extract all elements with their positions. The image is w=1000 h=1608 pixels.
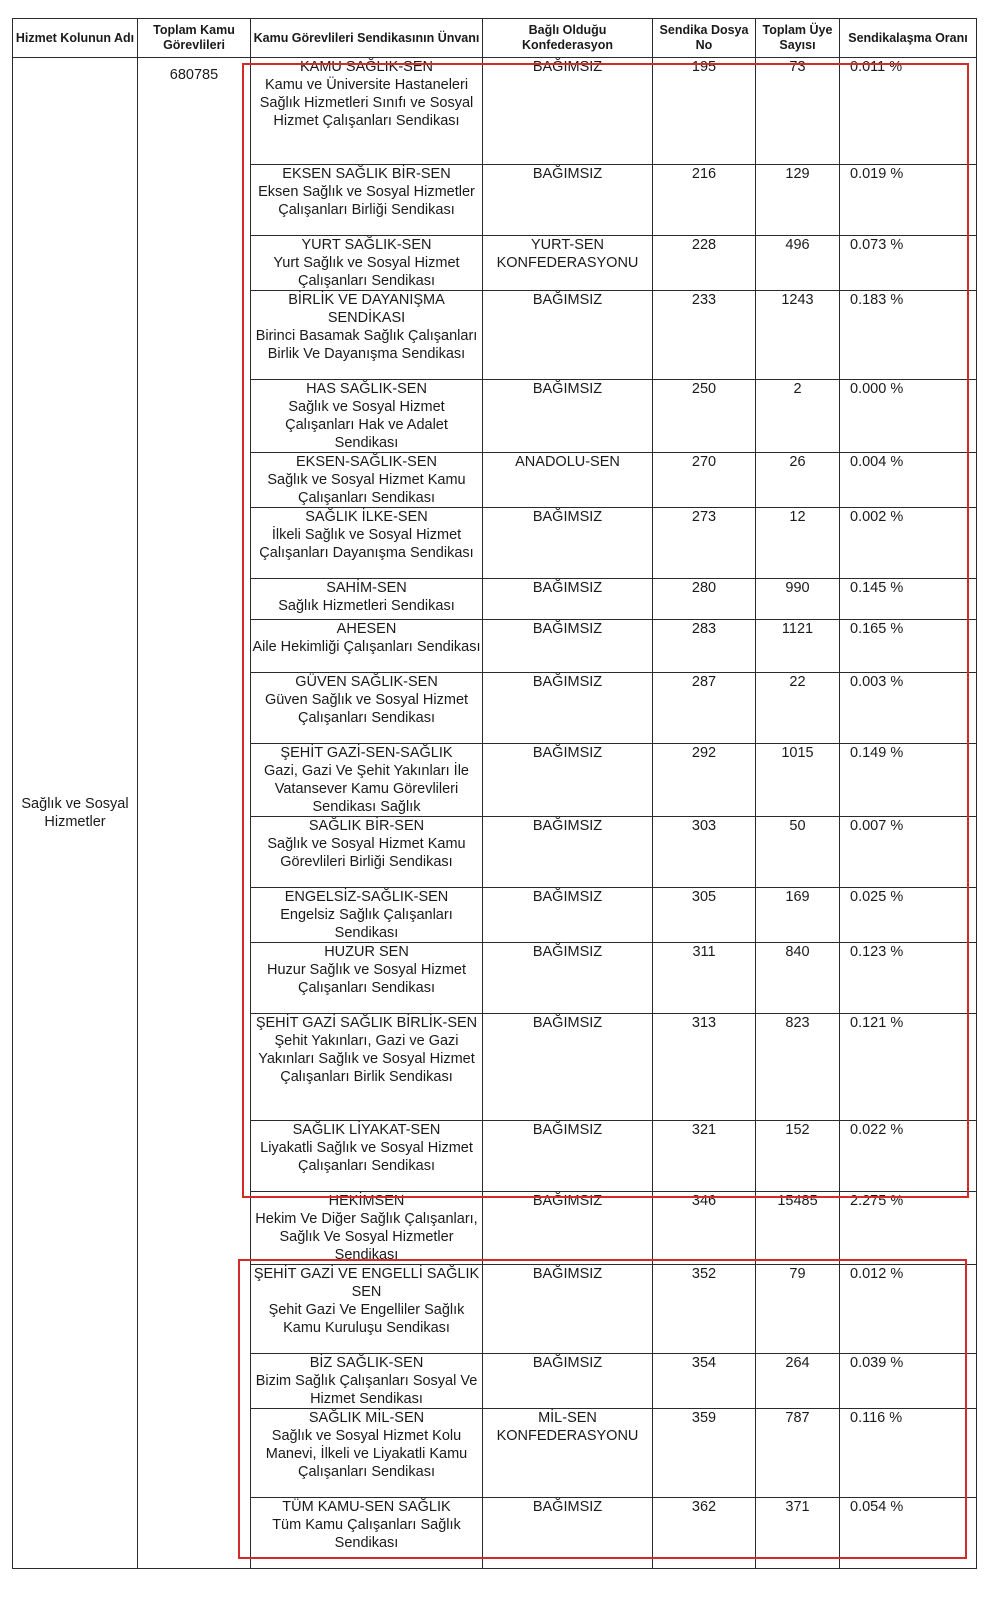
union-full-name: İlkeli Sağlık ve Sosyal Hizmet Çalışanları Dayanışma Sendikası <box>259 527 474 561</box>
file-no-cell: 228 <box>653 236 756 291</box>
union-title-cell <box>251 453 483 508</box>
members-cell: 840 <box>756 943 840 1014</box>
union-full-name: Aile Hekimliği Çalışanları Sendikası <box>252 639 481 655</box>
union-title-cell <box>251 1121 483 1192</box>
confederation-cell: BAĞIMSIZ <box>483 508 653 579</box>
union-short-name: SAHİM-SEN <box>326 580 407 596</box>
rate-cell: 0.004 % <box>840 453 977 508</box>
members-cell: 73 <box>756 58 840 165</box>
union-short-name: TÜM KAMU-SEN SAĞLIK <box>282 1499 451 1515</box>
rate-cell: 0.145 % <box>840 579 977 620</box>
confederation-cell: BAĞIMSIZ <box>483 1121 653 1192</box>
union-full-name: Tüm Kamu Çalışanları Sağlık Sendikası <box>272 1517 461 1551</box>
union-title-cell <box>251 579 483 620</box>
file-no-cell: 305 <box>653 888 756 943</box>
union-short-name: EKSEN-SAĞLIK-SEN <box>295 454 437 470</box>
union-short-name: GÜVEN SAĞLIK-SEN <box>295 674 438 690</box>
members-cell: 79 <box>756 1265 840 1354</box>
members-cell: 129 <box>756 165 840 236</box>
header-rate: Sendikalaşma Oranı <box>840 19 977 58</box>
union-short-name: SAĞLIK BİR-SEN <box>308 818 425 834</box>
members-cell: 50 <box>756 817 840 888</box>
members-cell: 15485 <box>756 1192 840 1265</box>
union-full-name: Kamu ve Üniversite Hastaneleri Sağlık Hizmetleri Sınıfı ve Sosyal Hizmet Çalışanları Sendikası <box>259 77 474 129</box>
members-cell: 169 <box>756 888 840 943</box>
file-no-cell: 273 <box>653 508 756 579</box>
union-short-name: HEKİMSEN <box>328 1193 405 1209</box>
file-no-cell: 303 <box>653 817 756 888</box>
union-title-cell <box>251 943 483 1014</box>
members-cell: 264 <box>756 1354 840 1409</box>
members-cell: 152 <box>756 1121 840 1192</box>
union-full-name: Güven Sağlık ve Sosyal Hizmet Çalışanları Sendikası <box>264 692 469 726</box>
union-title-cell <box>251 236 483 291</box>
file-no-cell: 280 <box>653 579 756 620</box>
file-no-cell: 346 <box>653 1192 756 1265</box>
members-cell: 22 <box>756 673 840 744</box>
union-table <box>12 18 977 1569</box>
rate-cell: 0.121 % <box>840 1014 977 1121</box>
confederation-cell: BAĞIMSIZ <box>483 673 653 744</box>
union-full-name: Sağlık ve Sosyal Hizmet Kamu Çalışanları Sendikası <box>267 472 466 506</box>
header-confederation: Bağlı Olduğu Konfederasyon <box>483 19 653 58</box>
union-full-name: Yurt Sağlık ve Sosyal Hizmet Çalışanları Sendikası <box>273 255 460 289</box>
confederation-cell: BAĞIMSIZ <box>483 744 653 817</box>
union-short-name: YURT SAĞLIK-SEN <box>301 237 432 253</box>
rate-cell: 0.011 % <box>840 58 977 165</box>
rate-cell: 0.116 % <box>840 1409 977 1498</box>
union-title-cell <box>251 380 483 453</box>
confederation-cell: BAĞIMSIZ <box>483 888 653 943</box>
rate-cell: 0.149 % <box>840 744 977 817</box>
union-title-cell <box>251 1498 483 1569</box>
service-name-cell: Sağlık ve Sosyal Hizmetler <box>13 58 138 1569</box>
union-full-name: Şehit Gazi Ve Engelliler Sağlık Kamu Kuruluşu Sendikası <box>268 1302 465 1336</box>
union-title-cell <box>251 1409 483 1498</box>
union-short-name: ŞEHİT GAZİ VE ENGELLİ SAĞLIK SEN <box>253 1266 480 1300</box>
file-no-cell: 233 <box>653 291 756 380</box>
confederation-cell: BAĞIMSIZ <box>483 1498 653 1569</box>
rate-cell: 0.123 % <box>840 943 977 1014</box>
union-title-cell <box>251 1014 483 1121</box>
confederation-cell: BAĞIMSIZ <box>483 1014 653 1121</box>
members-cell: 371 <box>756 1498 840 1569</box>
file-no-cell: 292 <box>653 744 756 817</box>
file-no-cell: 313 <box>653 1014 756 1121</box>
header-row <box>13 19 977 58</box>
union-full-name: Hekim Ve Diğer Sağlık Çalışanları, Sağlık Ve Sosyal Hizmetler Sendikası <box>255 1211 478 1263</box>
union-full-name: Sağlık ve Sosyal Hizmet Çalışanları Hak ve Adalet Sendikası <box>285 399 448 451</box>
union-title-cell <box>251 1265 483 1354</box>
confederation-cell: BAĞIMSIZ <box>483 58 653 165</box>
union-short-name: AHESEN <box>336 621 397 637</box>
rate-cell: 0.000 % <box>840 380 977 453</box>
union-short-name: SAĞLIK MİL-SEN <box>308 1410 425 1426</box>
union-title-cell <box>251 1192 483 1265</box>
union-full-name: Sağlık ve Sosyal Hizmet Kolu Manevi, İlkeli ve Liyakatli Kamu Çalışanları Sendikası <box>265 1428 468 1480</box>
rate-cell: 0.025 % <box>840 888 977 943</box>
rate-cell: 0.165 % <box>840 620 977 673</box>
rate-cell: 0.012 % <box>840 1265 977 1354</box>
union-short-name: HUZUR SEN <box>324 944 409 960</box>
union-short-name: ŞEHİT GAZİ-SEN-SAĞLIK <box>280 745 453 761</box>
union-full-name: Sağlık ve Sosyal Hizmet Kamu Görevlileri Birliği Sendikası <box>267 836 466 870</box>
confederation-cell: BAĞIMSIZ <box>483 579 653 620</box>
file-no-cell: 354 <box>653 1354 756 1409</box>
rate-cell: 0.019 % <box>840 165 977 236</box>
rate-cell: 0.183 % <box>840 291 977 380</box>
union-short-name: SAĞLIK İLKE-SEN <box>305 509 428 525</box>
union-short-name: BİRLİK VE DAYANIŞMA SENDİKASI <box>288 292 445 326</box>
union-short-name: ŞEHİT GAZİ SAĞLIK BİRLİK-SEN <box>255 1015 478 1031</box>
union-title-cell <box>251 1354 483 1409</box>
file-no-cell: 362 <box>653 1498 756 1569</box>
members-cell: 12 <box>756 508 840 579</box>
union-short-name: KAMU SAĞLIK-SEN <box>300 59 433 75</box>
union-full-name: Birinci Basamak Sağlık Çalışanları Birlik Ve Dayanışma Sendikası <box>255 328 478 362</box>
union-title-cell <box>251 817 483 888</box>
rate-cell: 2.275 % <box>840 1192 977 1265</box>
union-title-cell <box>251 291 483 380</box>
header-union-title: Kamu Görevlileri Sendikasının Ünvanı <box>251 19 483 58</box>
file-no-cell: 250 <box>653 380 756 453</box>
rate-cell: 0.022 % <box>840 1121 977 1192</box>
members-cell: 1121 <box>756 620 840 673</box>
union-full-name: Bizim Sağlık Çalışanları Sosyal Ve Hizmet Sendikası <box>255 1373 478 1407</box>
rate-cell: 0.039 % <box>840 1354 977 1409</box>
confederation-cell: BAĞIMSIZ <box>483 1265 653 1354</box>
file-no-cell: 359 <box>653 1409 756 1498</box>
rate-cell: 0.073 % <box>840 236 977 291</box>
union-title-cell <box>251 508 483 579</box>
union-title-cell <box>251 58 483 165</box>
confederation-cell: YURT-SEN KONFEDERASYONU <box>483 236 653 291</box>
table-row <box>13 58 977 165</box>
rate-cell: 0.003 % <box>840 673 977 744</box>
confederation-cell: BAĞIMSIZ <box>483 165 653 236</box>
header-total-public: Toplam Kamu Görevlileri <box>138 19 251 58</box>
confederation-cell: BAĞIMSIZ <box>483 291 653 380</box>
file-no-cell: 287 <box>653 673 756 744</box>
union-full-name: Eksen Sağlık ve Sosyal Hizmetler Çalışanları Birliği Sendikası <box>258 184 475 218</box>
union-title-cell <box>251 888 483 943</box>
union-short-name: BİZ SAĞLIK-SEN <box>309 1355 424 1371</box>
file-no-cell: 216 <box>653 165 756 236</box>
union-title-cell <box>251 620 483 673</box>
union-short-name: ENGELSİZ-SAĞLIK-SEN <box>284 889 449 905</box>
rate-cell: 0.054 % <box>840 1498 977 1569</box>
rate-cell: 0.007 % <box>840 817 977 888</box>
members-cell: 823 <box>756 1014 840 1121</box>
confederation-cell: BAĞIMSIZ <box>483 817 653 888</box>
union-full-name: Şehit Yakınları, Gazi ve Gazi Yakınları Sağlık ve Sosyal Hizmet Çalışanları Birlik Sendikası <box>258 1033 475 1085</box>
union-title-cell <box>251 165 483 236</box>
union-short-name: SAĞLIK LİYAKAT-SEN <box>292 1122 441 1138</box>
union-full-name: Huzur Sağlık ve Sosyal Hizmet Çalışanları Sendikası <box>266 962 467 996</box>
file-no-cell: 321 <box>653 1121 756 1192</box>
confederation-cell: MİL-SEN KONFEDERASYONU <box>483 1409 653 1498</box>
file-no-cell: 283 <box>653 620 756 673</box>
union-title-cell <box>251 744 483 817</box>
confederation-cell: BAĞIMSIZ <box>483 620 653 673</box>
union-full-name: Engelsiz Sağlık Çalışanları Sendikası <box>280 907 453 941</box>
union-full-name: Gazi, Gazi Ve Şehit Yakınları İle Vatansever Kamu Görevlileri Sendikası Sağlık <box>264 763 469 815</box>
confederation-cell: BAĞIMSIZ <box>483 943 653 1014</box>
union-full-name: Liyakatli Sağlık ve Sosyal Hizmet Çalışanları Sendikası <box>260 1140 473 1174</box>
file-no-cell: 311 <box>653 943 756 1014</box>
union-title-cell <box>251 673 483 744</box>
header-members: Toplam Üye Sayısı <box>756 19 840 58</box>
file-no-cell: 195 <box>653 58 756 165</box>
union-short-name: HAS SAĞLIK-SEN <box>306 381 427 397</box>
confederation-cell: BAĞIMSIZ <box>483 380 653 453</box>
total-public-servants-cell: 680785 <box>138 58 251 1569</box>
members-cell: 2 <box>756 380 840 453</box>
members-cell: 1015 <box>756 744 840 817</box>
confederation-cell: ANADOLU-SEN <box>483 453 653 508</box>
union-short-name: EKSEN SAĞLIK BİR-SEN <box>282 166 451 182</box>
file-no-cell: 352 <box>653 1265 756 1354</box>
members-cell: 26 <box>756 453 840 508</box>
header-file-no: Sendika Dosya No <box>653 19 756 58</box>
members-cell: 990 <box>756 579 840 620</box>
union-full-name: Sağlık Hizmetleri Sendikası <box>278 598 455 614</box>
file-no-cell: 270 <box>653 453 756 508</box>
members-cell: 496 <box>756 236 840 291</box>
confederation-cell: BAĞIMSIZ <box>483 1354 653 1409</box>
confederation-cell: BAĞIMSIZ <box>483 1192 653 1265</box>
members-cell: 1243 <box>756 291 840 380</box>
rate-cell: 0.002 % <box>840 508 977 579</box>
members-cell: 787 <box>756 1409 840 1498</box>
header-service: Hizmet Kolunun Adı <box>13 19 138 58</box>
